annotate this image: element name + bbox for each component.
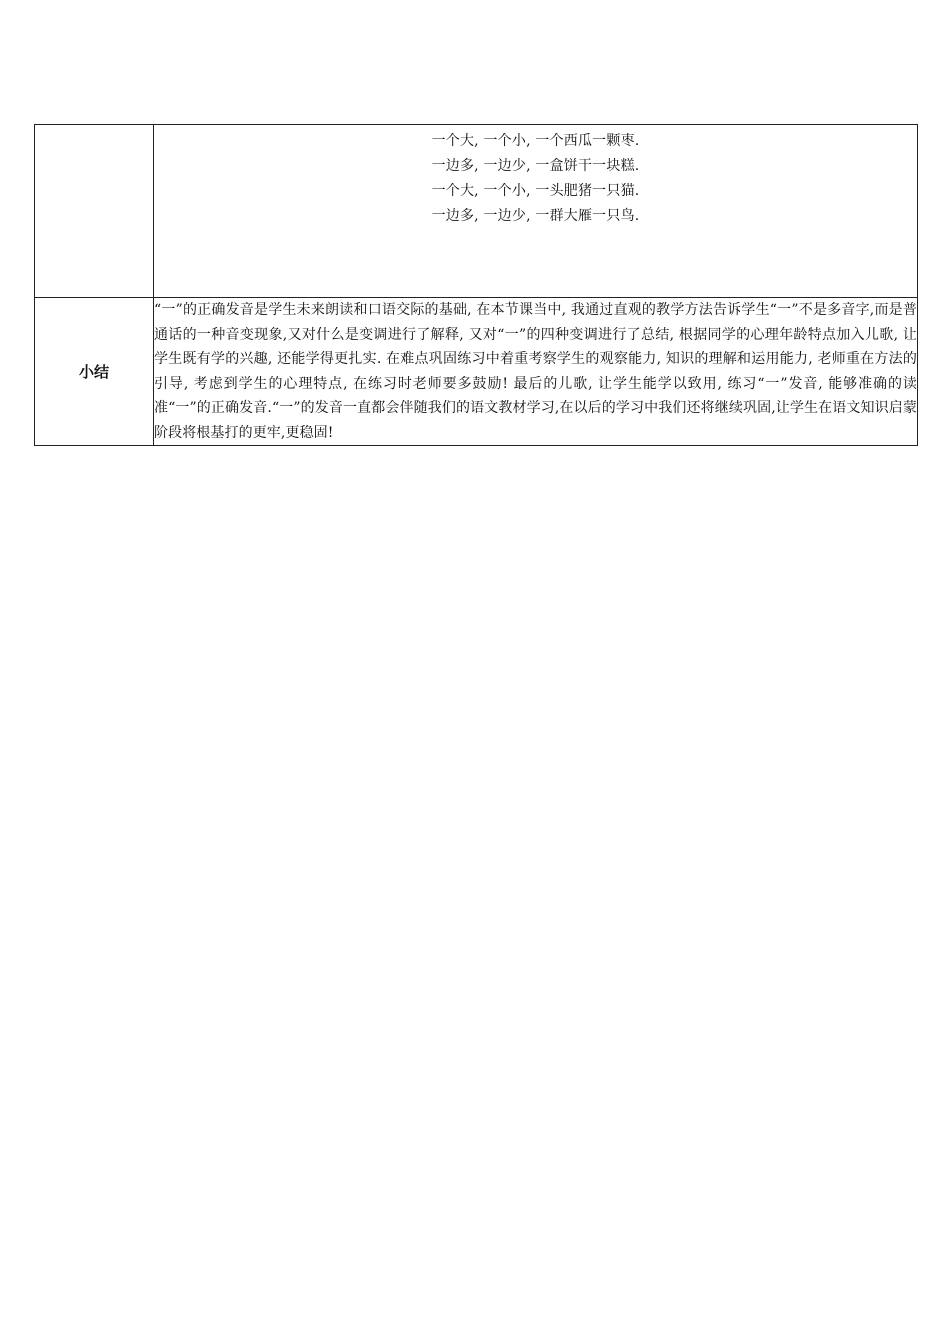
poem-line: 一个大, 一个小, 一个西瓜一颗枣. [431, 133, 640, 149]
summary-row [35, 298, 918, 446]
summary-label: 小结 [35, 298, 154, 446]
lesson-table [34, 124, 918, 446]
poem-label-cell [35, 125, 154, 298]
poem-line: 一个大, 一个小, 一头肥猪一只猫. [431, 183, 640, 199]
poem-line: 一边多, 一边少, 一群大雁一只鸟. [431, 208, 640, 224]
summary-text: “一”的正确发音是学生未来朗读和口语交际的基础, 在本节课当中, 我通过直观的教学方法告诉学生“一”不是多音字,而是普通话的一种音变现象,又对什么是变调进行了解释, 又对“一”的四种变调进行了总结, 根据同学的心理年龄特点加入儿歌, 让学生既有学的兴趣, 还能学得更扎实. 在难点巩固练习中着重考察学生的观察能力, 知识的理解和运用能力, 老师重在方法的引导, 考虑到学生的心理特点, 在练习时老师要多鼓励! 最后的儿歌, 让学生能学以致用, 练习“一”发音, 能够准确的读准“一”的正确发音.“一”的发音一直都会伴随我们的语文教材学习,在以后的学习中我们还将继续巩固,让学生在语文知识启蒙阶段将根基打的更牢,更稳固! [154, 298, 918, 446]
poem-line: 一边多, 一边少, 一盒饼干一块糕. [431, 158, 640, 174]
poem-block [154, 125, 917, 229]
poem-row [35, 125, 918, 298]
poem-cell [154, 125, 918, 298]
